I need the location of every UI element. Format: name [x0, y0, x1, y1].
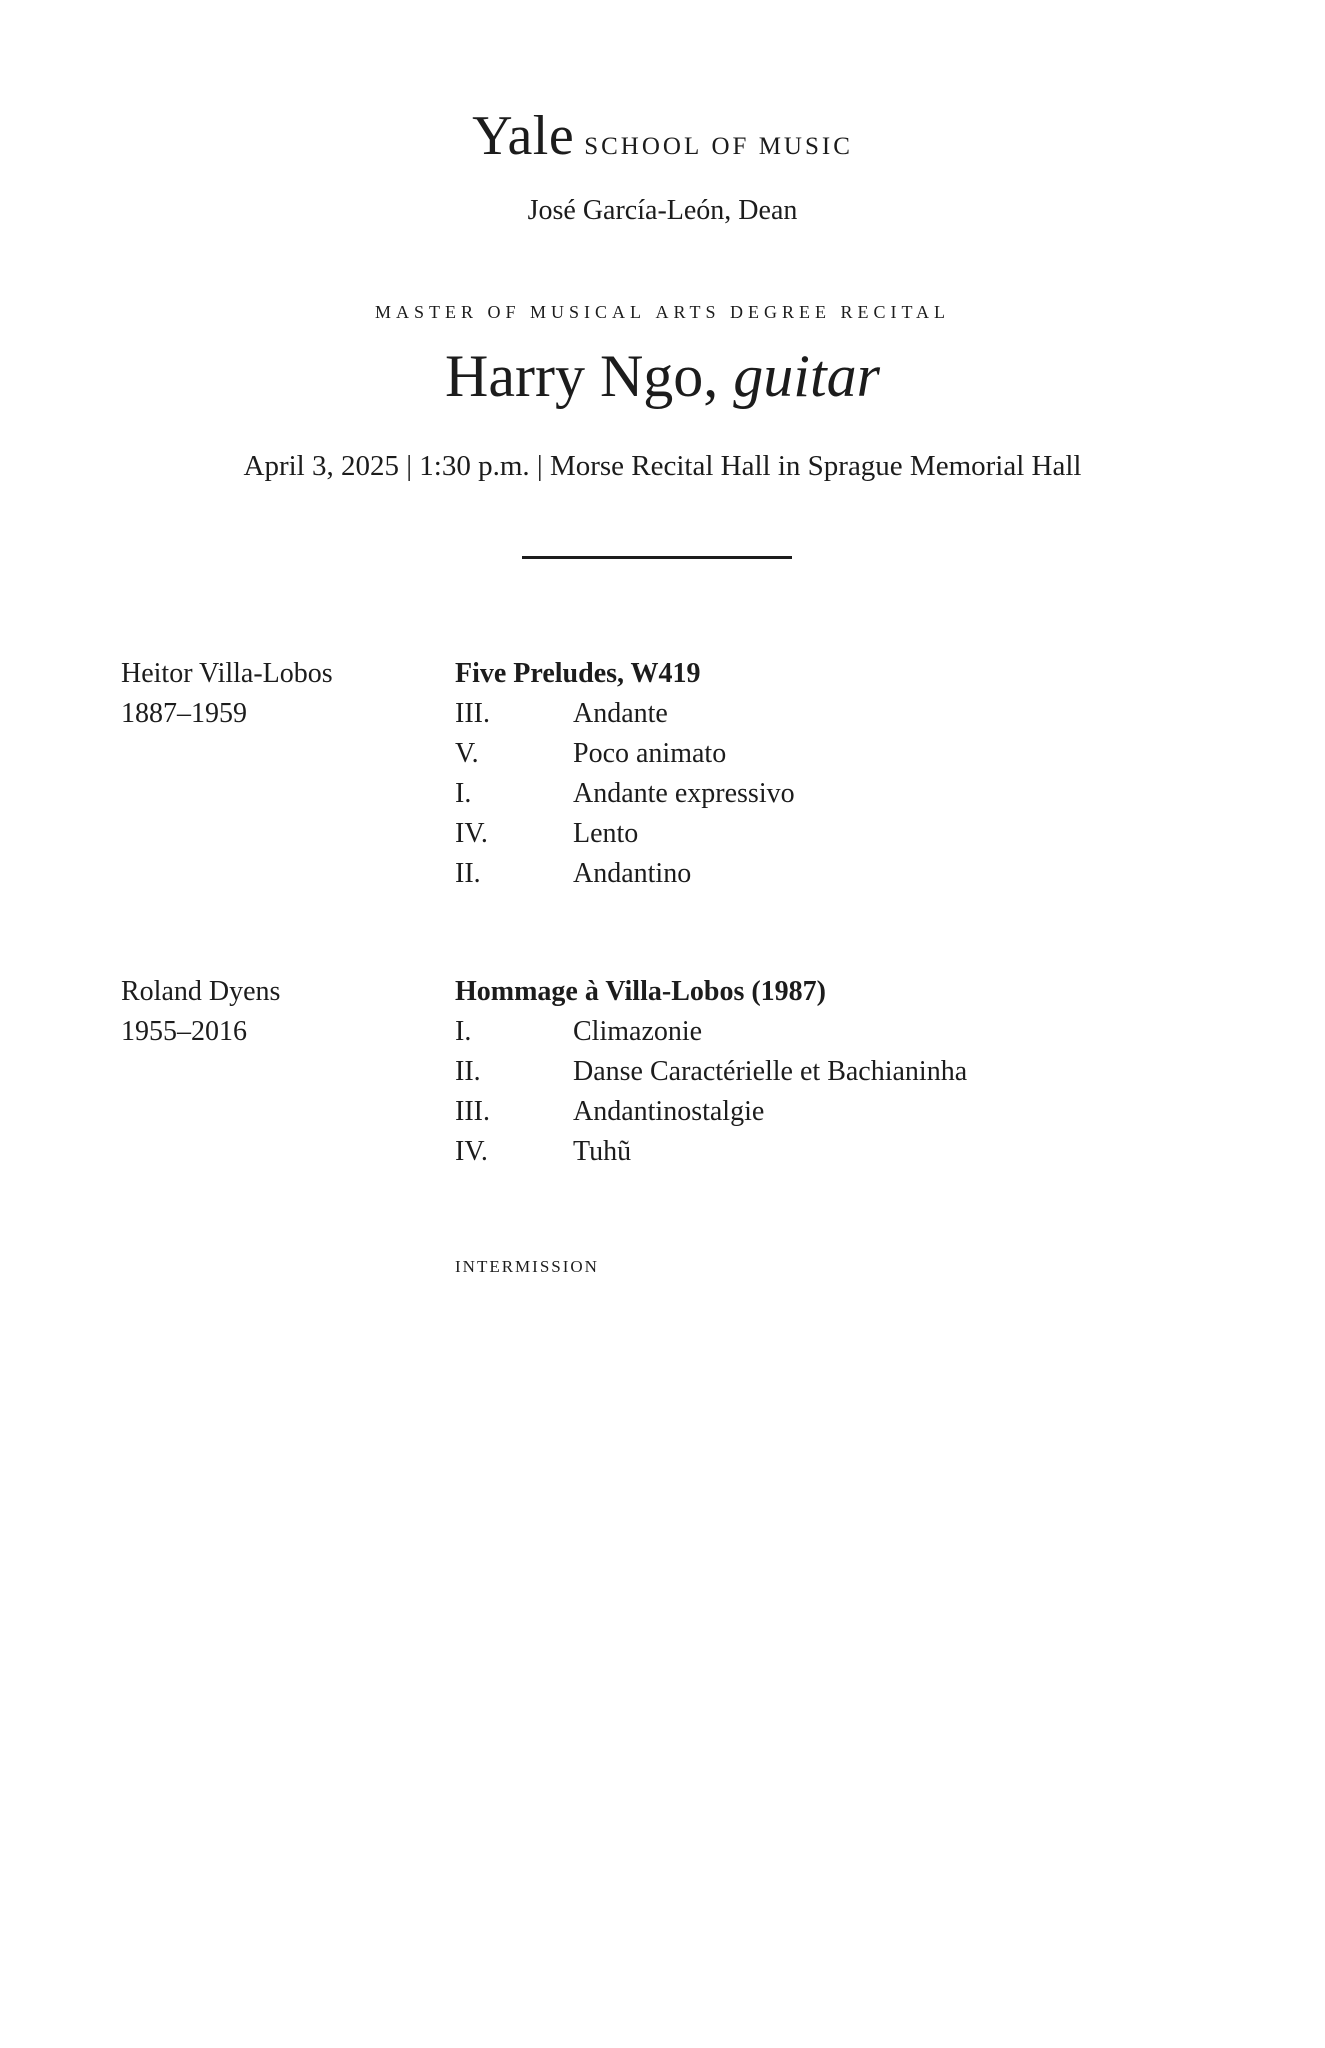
- composer-block: [121, 972, 431, 1052]
- composer-block: [121, 654, 431, 734]
- movement-name: Lento: [573, 818, 639, 849]
- movement-name: Poco animato: [573, 738, 727, 769]
- school-title: [0, 105, 1325, 167]
- movement-name: Andantino: [573, 858, 692, 889]
- movement-number: II.: [455, 1056, 481, 1087]
- movement-name: Andantinostalgie: [573, 1096, 765, 1127]
- intermission-label: intermission: [455, 1252, 599, 1278]
- event-info: April 3, 2025 | 1:30 p.m. | Morse Recital Hall in Sprague Memorial Hall: [243, 450, 1082, 482]
- composer-name: Heitor Villa-Lobos: [121, 658, 333, 689]
- movement-number: III.: [455, 1096, 490, 1127]
- movement-row: [455, 1132, 1255, 1172]
- movement-number: IV.: [455, 818, 488, 849]
- work-block: [455, 972, 1255, 1172]
- movement-name: Andante expressivo: [573, 778, 795, 809]
- work-title: Hommage à Villa-Lobos (1987): [455, 976, 826, 1007]
- movement-name: Climazonie: [573, 1016, 703, 1047]
- school-subtitle: school of music: [584, 122, 853, 162]
- movement-number: I.: [455, 778, 472, 809]
- divider: [522, 556, 792, 559]
- movement-number: II.: [455, 858, 481, 889]
- movement-row: [455, 1052, 1255, 1092]
- movement-name: Andante: [573, 698, 668, 729]
- composer-dates: 1955–2016: [121, 1016, 247, 1047]
- movement-row: [455, 694, 1255, 734]
- movement-row: [455, 1012, 1255, 1052]
- movement-number: V.: [455, 738, 479, 769]
- movement-name: Danse Caractérielle et Bachianinha: [573, 1056, 968, 1087]
- dean-line: José García-León, Dean: [527, 195, 798, 226]
- work-title: Five Preludes, W419: [455, 658, 701, 689]
- movement-row: [455, 774, 1255, 814]
- movement-row: [455, 734, 1255, 774]
- movement-number: III.: [455, 698, 490, 729]
- movement-number: IV.: [455, 1136, 488, 1167]
- composer-name: Roland Dyens: [121, 976, 281, 1007]
- movement-row: [455, 1092, 1255, 1132]
- performer-instrument: guitar: [733, 343, 880, 409]
- movement-name: Tuhũ: [573, 1136, 632, 1167]
- movement-row: [455, 814, 1255, 854]
- composer-dates: 1887–1959: [121, 698, 247, 729]
- work-block: [455, 654, 1255, 894]
- movement-row: [455, 854, 1255, 894]
- school-name: Yale: [472, 105, 575, 167]
- performer-line: [0, 340, 1325, 412]
- movement-number: I.: [455, 1016, 472, 1047]
- recital-type: master of musical arts degree recital: [375, 295, 950, 324]
- performer-name: Harry Ngo,: [445, 343, 719, 409]
